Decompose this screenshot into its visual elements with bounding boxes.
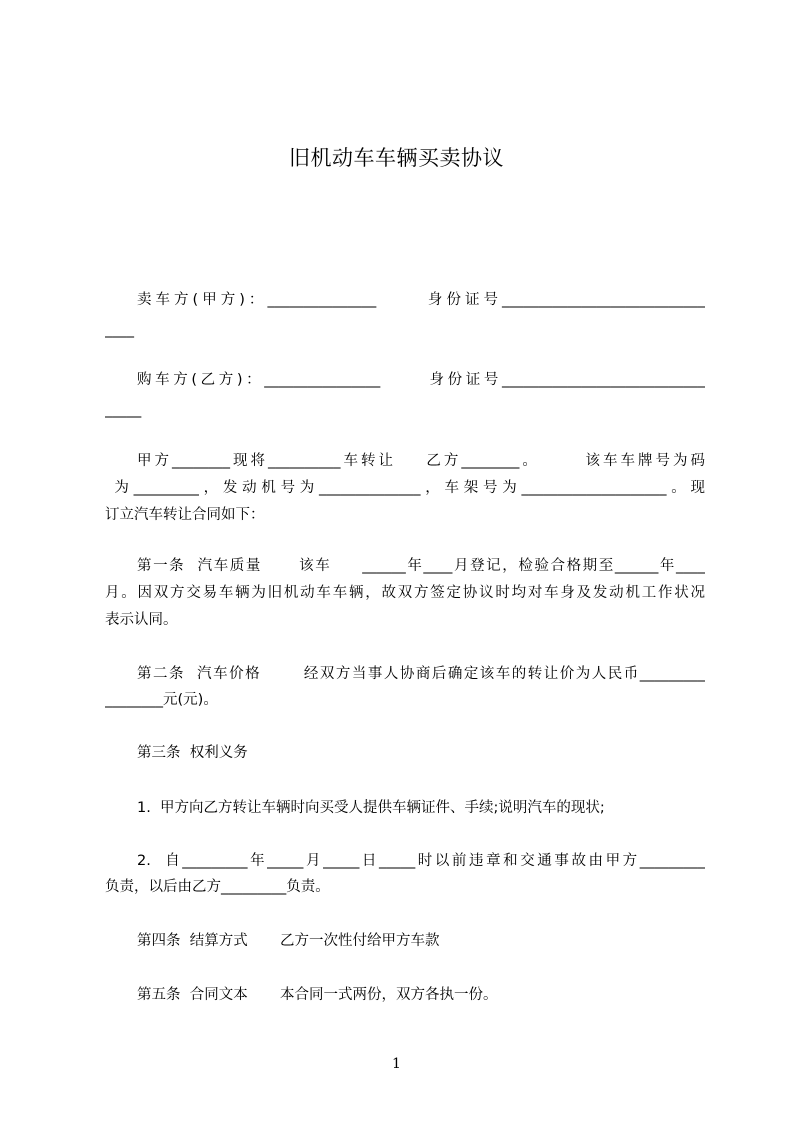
seller-line-continued: ____ [105, 322, 134, 338]
article-4: 第四条 结算方式 乙方一次性付给甲方车款 [137, 933, 440, 949]
seller-line: 卖车方(甲方)：_______________ 身份证号____________________________ [137, 292, 705, 308]
article-1-line-2: 月。因双方交易车辆为旧机动车车辆，故双方签定协议时均对车身及发动机工作状况 [105, 585, 705, 601]
transfer-paragraph-line-3: 订立汽车转让合同如下： [105, 507, 265, 523]
article-2-line-1: 第二条 汽车价格 经双方当事人协商后确定该车的转让价为人民币_________ [137, 666, 705, 682]
buyer-line-continued: _____ [105, 402, 142, 418]
article-3-item-1: 1. 甲方向乙方转让车辆时向买受人提供车辆证件、手续;说明汽车的现状; [137, 800, 605, 816]
article-3-item-2-line-2: 负责，以后由乙方_________负责。 [105, 879, 330, 895]
article-1-line-3: 表示认同。 [105, 612, 178, 628]
buyer-line: 购车方(乙方)：________________ 身份证号____________________________ [137, 372, 705, 388]
document-title: 旧机动车车辆买卖协议 [289, 146, 504, 170]
transfer-paragraph-line-2: 为_________，发动机号为______________，车架号为____________________。现 [105, 480, 705, 496]
article-5: 第五条 合同文本 本合同一式两份，双方各执一份。 [137, 987, 498, 1003]
article-3-heading: 第三条 权利义务 [137, 745, 248, 761]
transfer-paragraph-line-1: 甲方________现将__________车转让 乙方________。 该车车牌号为码 [137, 453, 705, 469]
article-2-line-2: ________元(元)。 [105, 692, 218, 708]
page-number: 1 [392, 1056, 401, 1072]
article-1-line-1: 第一条 汽车质量 该车 ______年____月登记，检验合格期至______年____ [137, 558, 705, 574]
article-3-item-2-line-1: 2. 自_________年_____月_____日_____时以前违章和交通事故由甲方_________ [137, 853, 705, 869]
